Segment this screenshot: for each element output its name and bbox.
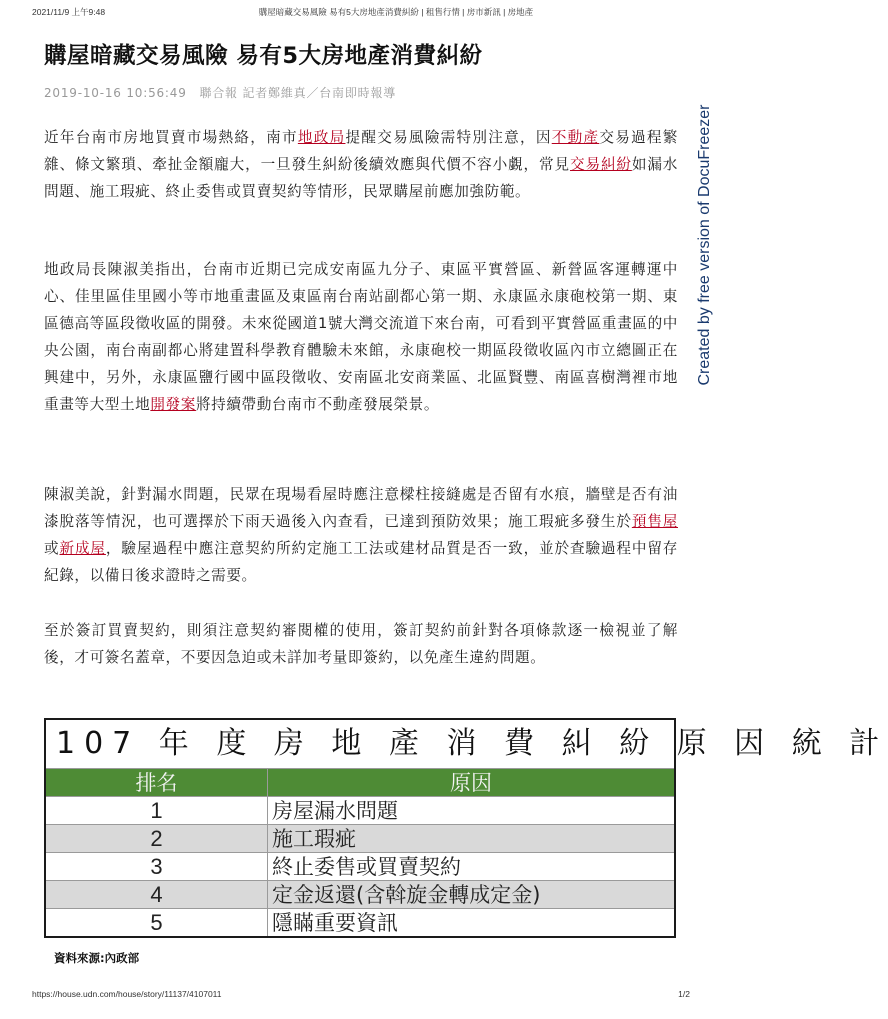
text-run: 交易過程繁雜、條文繁瑣、牽扯金額龐大，一旦發生糾紛後續效應與代價不容小覷，常見 bbox=[44, 129, 678, 173]
header-rank: 排名 bbox=[46, 769, 268, 796]
article-paragraph-1 bbox=[44, 124, 678, 205]
rank-cell: 4 bbox=[46, 881, 268, 908]
text-run: 將持續帶動台南市不動產發展榮景。 bbox=[195, 396, 440, 413]
rank-cell: 1 bbox=[46, 797, 268, 824]
article-headline: 購屋暗藏交易風險 易有5大房地產消費糾紛 bbox=[44, 43, 483, 69]
rank-cell: 3 bbox=[46, 853, 268, 880]
page-url-link[interactable]: https://house.udn.com/house/story/11137/4107011 bbox=[32, 989, 222, 999]
dispute-statistics-table bbox=[44, 718, 888, 938]
data-source-note: 資料來源:內政部 bbox=[54, 951, 140, 965]
reason-cell: 隱瞞重要資訊 bbox=[272, 911, 398, 935]
table-row bbox=[46, 908, 674, 936]
article-paragraph-4: 至於簽訂買賣契約，則須注意契約審閱權的使用，簽訂契約前針對各項條款逐一檢視並了解後，才可簽名蓋章，不要因急迫或未詳加考量即簽約，以免產生違約問題。 bbox=[44, 622, 678, 666]
table-row bbox=[46, 880, 674, 908]
reason-cell: 房屋漏水問題 bbox=[272, 799, 398, 823]
table-title: 107 年 度 房 地 產 消 費 糾 紛 原 因 統 計 bbox=[56, 726, 888, 761]
print-page-title: 購屋暗藏交易風險 易有5大房地產消費糾紛 | 租售行情 | 房市新訊 | 房地產 bbox=[258, 7, 534, 17]
keyword-link[interactable]: 預售屋 bbox=[631, 513, 678, 530]
rank-cell: 2 bbox=[46, 825, 268, 852]
reason-cell: 施工瑕疵 bbox=[272, 827, 356, 851]
print-header bbox=[32, 6, 690, 20]
watermark bbox=[694, 100, 716, 390]
rank-cell: 5 bbox=[46, 909, 268, 936]
page-number: 1/2 bbox=[678, 989, 690, 999]
keyword-link[interactable]: 交易糾紛 bbox=[569, 156, 632, 173]
keyword-link[interactable]: 新成屋 bbox=[59, 540, 106, 557]
article-paragraph-2 bbox=[44, 256, 678, 418]
keyword-link[interactable]: 地政局 bbox=[297, 129, 346, 146]
table-row bbox=[46, 852, 674, 880]
article-byline: 2019-10-16 10:56:49 聯合報 記者鄭維真／台南即時報導 bbox=[44, 86, 397, 100]
reason-cell: 終止委售或買賣契約 bbox=[272, 855, 461, 879]
text-run: 陳淑美說，針對漏水問題，民眾在現場看屋時應注意樑柱接縫處是否留有水痕，牆壁是否有油漆脫落等情況，也可選擇於下雨天過後入內查看，已達到預防效果；施工瑕疵多發生於 bbox=[44, 486, 678, 530]
text-run: 地政局長陳淑美指出，台南市近期已完成安南區九分子、東區平實營區、新營區客運轉運中心、佳里區佳里國小等市地重畫區及東區南台南站副都心第一期、永康區永康砲校第一期、東區德高等區段徵收區的開發。未來從國道1號大灣交流道下來台南，可看到平實營區重畫區的中央公園，南台南副都心將建置科學教育體驗未來館，永康砲校一期區段徵收區內市立總圖正在興建中，另外，永康區鹽行國中區段徵收、安南區北安商業區、北區賢豐、南區喜樹灣裡市地重畫等大型土地 bbox=[44, 261, 678, 413]
article-paragraph-3 bbox=[44, 481, 678, 589]
print-date: 2021/11/9 上午9:48 bbox=[32, 7, 106, 17]
reason-cell: 定金返還(含斡旋金轉成定金) bbox=[272, 883, 541, 907]
keyword-link[interactable]: 不動產 bbox=[551, 129, 600, 146]
header-reason: 原因 bbox=[450, 771, 492, 795]
text-run: 近年台南市房地買賣市場熱絡，南市 bbox=[44, 129, 298, 146]
text-run: 或 bbox=[44, 540, 60, 557]
table-row bbox=[46, 824, 674, 852]
text-run: 如漏水問題、施工瑕疵、終止委售或買賣契約等情形，民眾購屋前應加強防範。 bbox=[44, 156, 678, 200]
keyword-link[interactable]: 開發案 bbox=[150, 396, 196, 413]
text-run: ，驗屋過程中應注意契約所約定施工工法或建材品質是否一致，並於查驗過程中留存紀錄，以備日後求證時之需要。 bbox=[44, 540, 679, 584]
watermark-text: Created by free version of DocuFreezer bbox=[696, 104, 713, 386]
table-row bbox=[46, 796, 674, 824]
table-header-row bbox=[46, 768, 674, 796]
text-run: 提醒交易風險需特別注意，因 bbox=[345, 129, 552, 146]
